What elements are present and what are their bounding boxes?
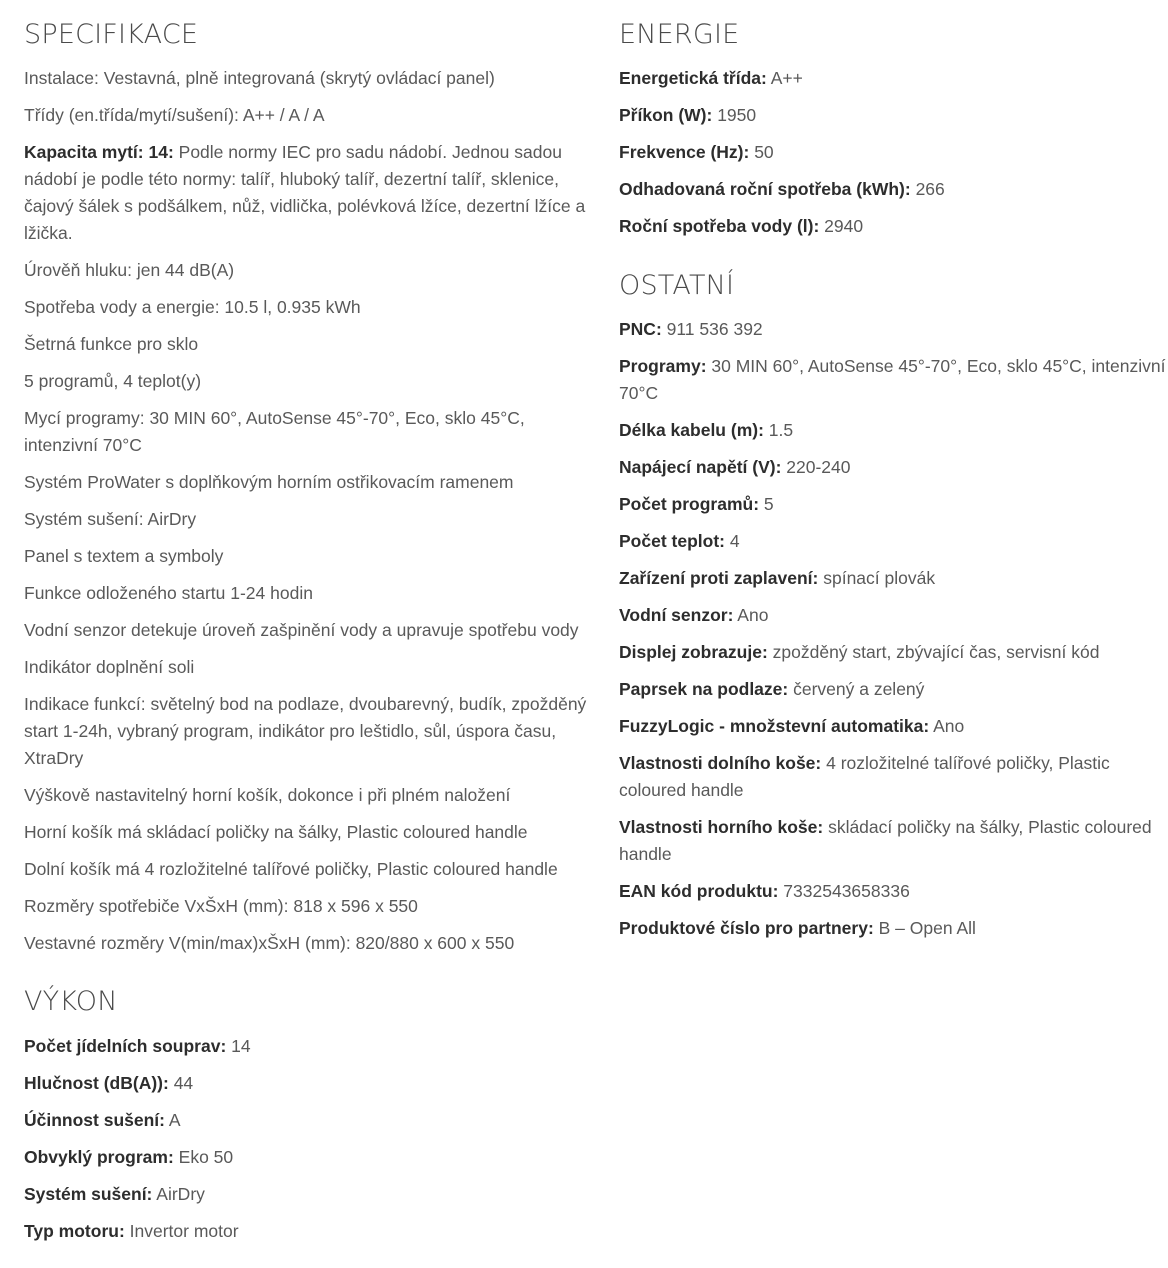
ostatni-item-label: PNC: <box>619 319 662 339</box>
ostatni-item-label: EAN kód produktu: <box>619 881 779 901</box>
ostatni-item <box>619 528 1168 555</box>
specifikace-item-value: Šetrná funkce pro sklo <box>24 334 199 354</box>
specifikace-item <box>24 102 594 129</box>
ostatni-item-label: Napájecí napětí (V): <box>619 457 782 477</box>
ostatni-item <box>619 713 1168 740</box>
energie-item-label: Frekvence (Hz): <box>619 142 750 162</box>
vykon-item-value: A <box>165 1110 181 1130</box>
specifikace-item <box>24 691 594 772</box>
specifikace-item <box>24 65 594 92</box>
specifikace-item-value: Systém ProWater s doplňkovým horním ostřikovacím ramenem <box>24 472 514 492</box>
specifikace-item-value: Vestavné rozměry V(min/max)xŠxH (mm): 820/880 x 600 x 550 <box>24 933 515 953</box>
specifikace-item <box>24 819 594 846</box>
ostatni-item-value: spínací plovák <box>818 568 936 588</box>
ostatni-item <box>619 878 1168 905</box>
specifikace-item <box>24 543 594 570</box>
energie-item <box>619 139 1168 166</box>
specifikace-item <box>24 139 594 247</box>
specifikace-item <box>24 580 594 607</box>
specifikace-item <box>24 856 594 883</box>
vykon-item <box>24 1181 594 1208</box>
ostatni-item <box>619 491 1168 518</box>
ostatni-item-label: Délka kabelu (m): <box>619 420 764 440</box>
specifikace-item-value: Třídy (en.třída/mytí/sušení): A++ / A / A <box>24 105 325 125</box>
ostatni-item-label: Vodní senzor: <box>619 605 734 625</box>
ostatni-item-value: 911 536 392 <box>661 319 763 339</box>
specifikace-item-value: Systém sušení: AirDry <box>24 509 197 529</box>
ostatni-item-label: FuzzyLogic - množstevní automatika: <box>619 716 930 736</box>
section-title-specifikace: SPECIFIKACE <box>24 19 199 50</box>
vykon-item <box>24 1218 594 1245</box>
specifikace-item <box>24 893 594 920</box>
specifikace-item <box>24 331 594 358</box>
ostatni-item-value: 30 MIN 60°, AutoSense 45°-70°, Eco, sklo 45°C, intenzivní 70°C <box>619 356 1166 403</box>
energie-item-label: Odhadovaná roční spotřeba (kWh): <box>619 179 911 199</box>
specifikace-item <box>24 930 594 957</box>
specifikace-item <box>24 782 594 809</box>
energie-item <box>619 213 1168 240</box>
ostatni-item <box>619 676 1168 703</box>
specifikace-item-value: Instalace: Vestavná, plně integrovaná (skrytý ovládací panel) <box>24 68 495 88</box>
ostatni-item-value: 4 <box>724 531 740 551</box>
ostatni-item <box>619 353 1168 407</box>
ostatni-item <box>619 814 1168 868</box>
energie-item <box>619 102 1168 129</box>
vykon-item <box>24 1033 594 1060</box>
specifikace-item <box>24 405 594 459</box>
vykon-item <box>24 1107 594 1134</box>
ostatni-item-label: Počet programů: <box>619 494 760 514</box>
energie-item-value: A++ <box>766 68 803 88</box>
ostatni-item-label: Vlastnosti horního koše: <box>619 817 824 837</box>
ostatni-item-label: Počet teplot: <box>619 531 725 551</box>
specifikace-item-value: Indikátor doplnění soli <box>24 657 195 677</box>
ostatni-item-value: 7332543658336 <box>778 881 910 901</box>
vykon-item-value: Eko 50 <box>173 1147 234 1167</box>
specifikace-item-value: Horní košík má skládací poličky na šálky, Plastic coloured handle <box>24 822 528 842</box>
specifikace-item-value: Panel s textem a symboly <box>24 546 224 566</box>
specifikace-item <box>24 654 594 681</box>
ostatni-item-value: červený a zelený <box>788 679 925 699</box>
energie-item <box>619 65 1168 92</box>
specifikace-item-value: Spotřeba vody a energie: 10.5 l, 0.935 kWh <box>24 297 361 317</box>
ostatni-item-value: skládací poličky na šálky, Plastic coloured handle <box>619 817 1152 864</box>
vykon-item-label: Typ motoru: <box>24 1221 125 1241</box>
specifikace-item <box>24 257 594 284</box>
ostatni-item <box>619 602 1168 629</box>
ostatni-item-value: 1.5 <box>763 420 794 440</box>
vykon-item-value: AirDry <box>152 1184 205 1204</box>
ostatni-item-label: Vlastnosti dolního koše: <box>619 753 822 773</box>
specifikace-item <box>24 617 594 644</box>
ostatni-item-value: Ano <box>929 716 965 736</box>
section-title-ostatni: OSTATNÍ <box>619 270 735 301</box>
vykon-item-label: Počet jídelních souprav: <box>24 1036 227 1056</box>
vykon-item-label: Systém sušení: <box>24 1184 153 1204</box>
specifikace-item-value: Rozměry spotřebiče VxŠxH (mm): 818 x 596 x 550 <box>24 896 418 916</box>
energie-item-label: Energetická třída: <box>619 68 767 88</box>
specifikace-item <box>24 469 594 496</box>
vykon-item <box>24 1070 594 1097</box>
vykon-item-label: Hlučnost (dB(A)): <box>24 1073 169 1093</box>
section-title-energie: ENERGIE <box>619 19 740 50</box>
energie-item-value: 50 <box>749 142 774 162</box>
ostatni-item-value: B – Open All <box>873 918 976 938</box>
energie-item <box>619 176 1168 203</box>
ostatni-item-value: 220-240 <box>781 457 851 477</box>
ostatni-item-value: Ano <box>733 605 769 625</box>
energie-item-value: 266 <box>910 179 945 199</box>
ostatni-item <box>619 750 1168 804</box>
ostatni-item-value: 4 rozložitelné talířové poličky, Plastic coloured handle <box>619 753 1110 800</box>
section-title-vykon: VÝKON <box>24 986 118 1017</box>
specifikace-item-label: Kapacita mytí: 14: <box>24 142 174 162</box>
ostatni-item-label: Displej zobrazuje: <box>619 642 768 662</box>
specifikace-item-value: Dolní košík má 4 rozložitelné talířové poličky, Plastic coloured handle <box>24 859 558 879</box>
ostatni-item-label: Paprsek na podlaze: <box>619 679 789 699</box>
energie-item-label: Příkon (W): <box>619 105 713 125</box>
ostatni-item <box>619 454 1168 481</box>
ostatni-item-value: zpožděný start, zbývající čas, servisní kód <box>767 642 1100 662</box>
vykon-item-value: 14 <box>226 1036 251 1056</box>
vykon-item-label: Účinnost sušení: <box>24 1110 165 1130</box>
energie-item-value: 1950 <box>712 105 757 125</box>
specifikace-item-value: Podle normy IEC pro sadu nádobí. Jednou sadou nádobí je podle této normy: talíř, hluboký talíř, dezertní talíř, sklenice, čajový šálek s podšálkem, nůž, vidlička, polévková lžíce, dezertní lžíce a lžička. <box>24 142 586 243</box>
energie-item-value: 2940 <box>819 216 864 236</box>
specifikace-item-value: Výškově nastavitelný horní košík, dokonce i při plném naložení <box>24 785 511 805</box>
specifikace-item-value: Vodní senzor detekuje úroveň zašpinění vody a upravuje spotřebu vody <box>24 620 579 640</box>
specifikace-item-value: Funkce odloženého startu 1-24 hodin <box>24 583 313 603</box>
vykon-item <box>24 1144 594 1171</box>
ostatni-item <box>619 316 1168 343</box>
ostatni-item-label: Produktové číslo pro partnery: <box>619 918 874 938</box>
specifikace-item <box>24 294 594 321</box>
specifikace-item <box>24 506 594 533</box>
ostatni-item-label: Programy: <box>619 356 707 376</box>
ostatni-item-label: Zařízení proti zaplavení: <box>619 568 819 588</box>
ostatni-item <box>619 915 1168 942</box>
specifikace-item <box>24 368 594 395</box>
ostatni-item <box>619 639 1168 666</box>
specifikace-item-value: Úrověň hluku: jen 44 dB(A) <box>24 260 235 280</box>
vykon-item-value: 44 <box>168 1073 194 1093</box>
vykon-item-value: Invertor motor <box>124 1221 239 1241</box>
ostatni-item <box>619 565 1168 592</box>
vykon-item-label: Obvyklý program: <box>24 1147 174 1167</box>
ostatni-item <box>619 417 1168 444</box>
specifikace-item-value: 5 programů, 4 teplot(y) <box>24 371 202 391</box>
specifikace-item-value: Indikace funkcí: světelný bod na podlaze, dvoubarevný, budík, zpožděný start 1-24h, vybraný program, indikátor pro leštidlo, sůl, úspora času, XtraDry <box>24 694 587 768</box>
energie-item-label: Roční spotřeba vody (l): <box>619 216 820 236</box>
specifikace-item-value: Mycí programy: 30 MIN 60°, AutoSense 45°-70°, Eco, sklo 45°C, intenzivní 70°C <box>24 408 525 455</box>
ostatni-item-value: 5 <box>759 494 774 514</box>
